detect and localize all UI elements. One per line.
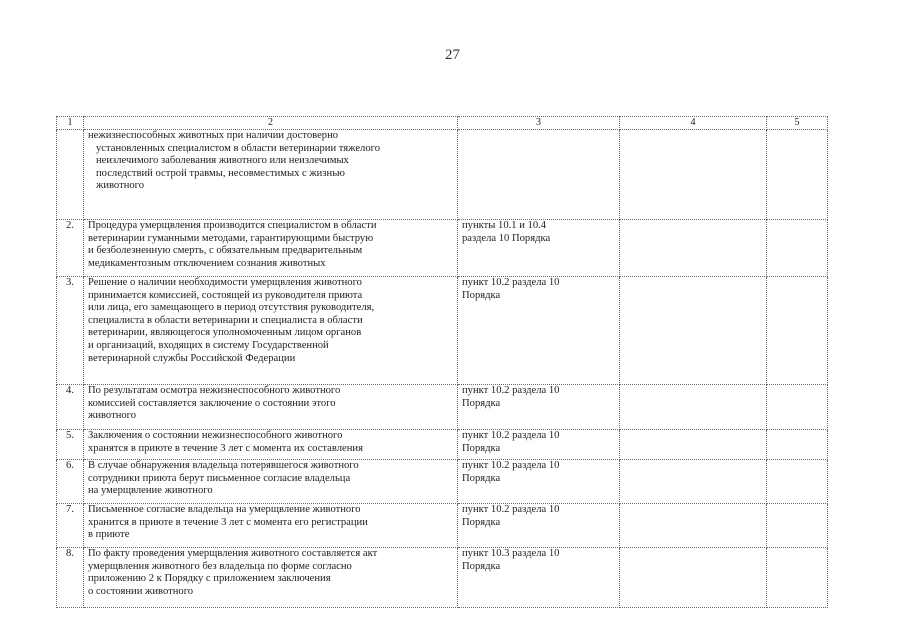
column-header: 4 [620,117,767,130]
description-line: животного [88,410,137,422]
description-line: сотрудники приюта берут письменное согласие владельца [88,472,351,484]
description-line: комиссией составляется заключение о состоянии этого [88,397,336,409]
row-description [84,385,458,430]
row-number: 2. [57,220,84,277]
row-col5 [767,430,828,460]
row-col4 [620,220,767,277]
row-number: 6. [57,460,84,504]
reference-line: Порядка [462,289,501,301]
description-line: ветеринарной службы Российской Федерации [88,352,296,364]
row-col5 [767,130,828,220]
description-line: Решение о наличии необходимости умерщвления животного [88,277,362,288]
row-number: 3. [57,277,84,385]
description-line: ветеринарии, являющегося уполномоченным лицом органов [88,327,362,339]
row-number: 4. [57,385,84,430]
description-line: установленных специалистом в области ветеринарии тяжелого [96,142,380,154]
row-reference [458,130,620,220]
reference-line: пункт 10.2 раздела 10 [462,277,560,288]
description-line: в приюте [88,529,130,541]
reference-line: пункт 10.2 раздела 10 [462,430,560,441]
reference-line: пункт 10.3 раздела 10 [462,548,560,559]
row-col4 [620,548,767,608]
table-row [57,220,828,277]
column-header: 2 [84,117,458,130]
column-header: 1 [57,117,84,130]
table-row [57,385,828,430]
row-description [84,548,458,608]
table-row [57,130,828,220]
description-line: хранятся в приюте в течение 3 лет с момента их составления [88,442,363,454]
row-col5 [767,504,828,548]
reference-line: раздела 10 Порядка [462,232,551,244]
reference-line: пункт 10.2 раздела 10 [462,460,560,471]
description-line: последствий острой травмы, несовместимых с жизнью [96,167,345,179]
description-line: принимается комиссией, состоящей из руководителя приюта [88,289,363,301]
reference-line: Порядка [462,397,501,409]
row-reference [458,385,620,430]
row-number: 5. [57,430,84,460]
table-row [57,548,828,608]
description-line: животного [96,180,145,192]
description-line: Заключения о состоянии нежизнеспособного животного [88,430,343,441]
table-row [57,504,828,548]
table-row [57,430,828,460]
description-line: неизлечимого заболевания животного или неизлечимых [96,155,349,167]
row-col4 [620,130,767,220]
description-line: нежизнеспособных животных при наличии достоверно [88,130,339,141]
row-description [84,277,458,385]
row-number [57,130,84,220]
reference-line: Порядка [462,516,501,528]
description-line: Процедура умерщвления производится специалистом в области [88,220,377,231]
description-line: медикаментозным отключением сознания животных [88,257,326,269]
row-description [84,504,458,548]
column-header: 3 [458,117,620,130]
requirements-table [56,116,828,608]
row-reference [458,277,620,385]
description-line: ветеринарии гуманными методами, гарантирующими быструю [88,232,374,244]
row-col5 [767,460,828,504]
reference-line: Порядка [462,560,501,572]
description-line: на умерщвление животного [88,485,213,497]
description-line: Письменное согласие владельца на умерщвление животного [88,504,361,515]
description-line: и организаций, входящих в систему Государственной [88,339,329,351]
row-col4 [620,460,767,504]
description-line: хранится в приюте в течение 3 лет с момента его регистрации [88,516,368,528]
row-reference [458,430,620,460]
row-reference [458,504,620,548]
reference-line: пункт 10.2 раздела 10 [462,385,560,396]
row-col4 [620,504,767,548]
table-row [57,460,828,504]
row-reference [458,548,620,608]
row-col5 [767,548,828,608]
row-col4 [620,430,767,460]
reference-line: пункты 10.1 и 10.4 [462,220,547,231]
description-line: По факту проведения умерщвления животного составляется акт [88,548,378,559]
row-col5 [767,220,828,277]
description-line: и безболезненную смерть, с обязательным предварительным [88,245,363,257]
description-line: В случае обнаружения владельца потерявшегося животного [88,460,359,471]
reference-line: пункт 10.2 раздела 10 [462,504,560,515]
row-number: 8. [57,548,84,608]
table-header-row [57,117,828,130]
row-description [84,430,458,460]
description-line: специалиста в области ветеринарии и специалиста в области [88,314,363,326]
row-reference [458,220,620,277]
table-row [57,277,828,385]
description-line: умерщвления животного без владельца по форме согласно [88,560,352,572]
description-line: По результатам осмотра нежизнеспособного животного [88,385,341,396]
row-number: 7. [57,504,84,548]
row-description [84,130,458,220]
column-header: 5 [767,117,828,130]
page-number: 27 [445,47,460,63]
reference-line: Порядка [462,472,501,484]
row-description [84,220,458,277]
description-line: приложению 2 к Порядку с приложением заключения [88,573,331,585]
row-col5 [767,277,828,385]
row-description [84,460,458,504]
row-reference [458,460,620,504]
reference-line: Порядка [462,442,501,454]
description-line: о состоянии животного [88,585,194,597]
description-line: или лица, его замещающего в период отсутствия руководителя, [88,302,375,314]
row-col5 [767,385,828,430]
row-col4 [620,277,767,385]
row-col4 [620,385,767,430]
